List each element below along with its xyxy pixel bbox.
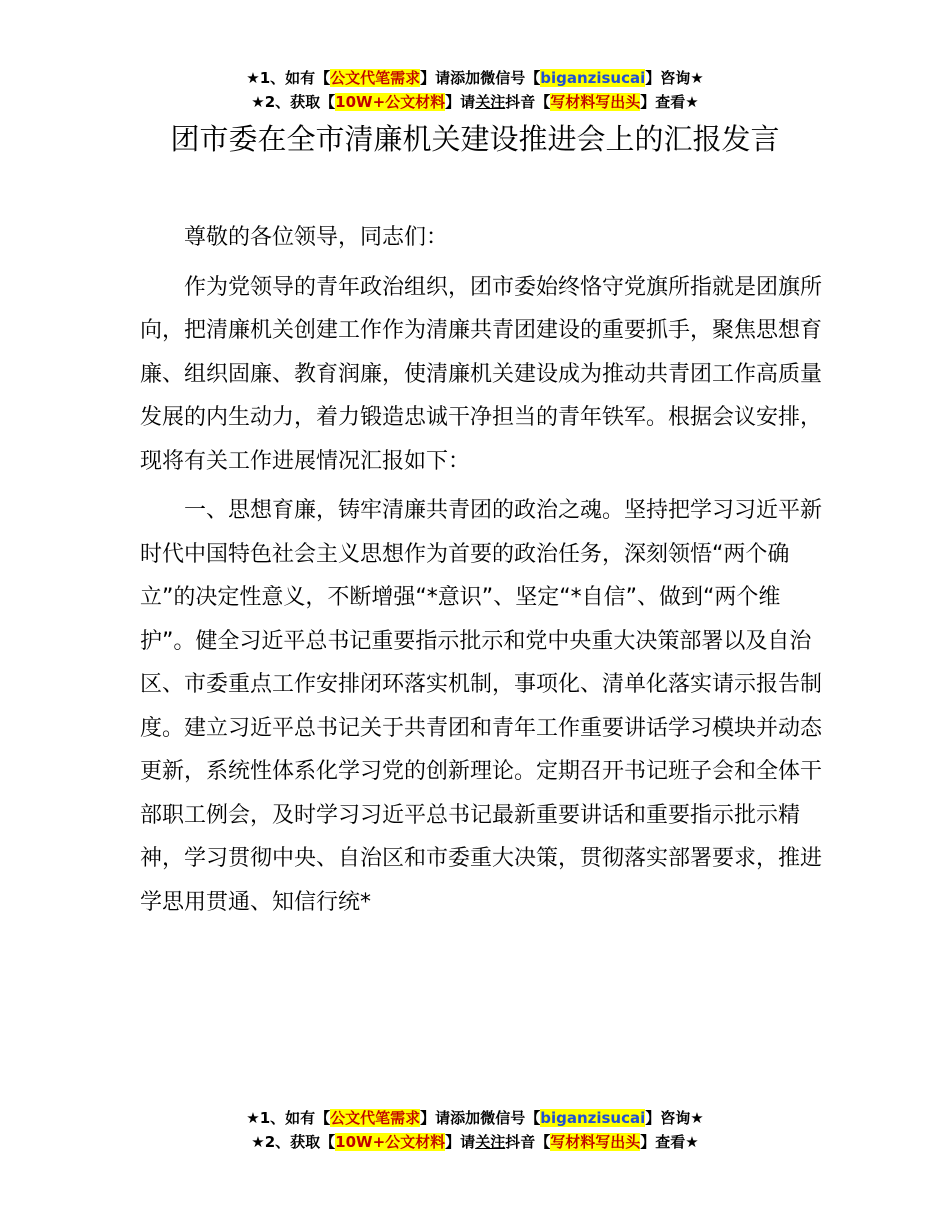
star-icon: ★ (246, 69, 260, 87)
highlight-douyin: 写材料写出头 (550, 1133, 641, 1151)
star-icon: ★ (246, 1109, 260, 1127)
highlight-service: 公文代笔需求 (330, 69, 421, 87)
promo-line-1: ★1、如有【公文代笔需求】请添加微信号【biganzisucai】咨询★ (246, 69, 704, 87)
document-body (140, 216, 830, 924)
promo-banner-bottom (0, 1106, 950, 1154)
highlight-wechat-id: biganzisucai (540, 1109, 646, 1127)
star-icon: ★ (251, 1133, 265, 1151)
star-icon: ★ (251, 93, 265, 111)
star-icon: ★ (685, 93, 699, 111)
promo-line-2: ★2、获取【10W+公文材料】请关注抖音【写材料写出头】查看★ (251, 93, 699, 111)
highlight-materials: 10W+公文材料 (335, 93, 446, 111)
promo-line-2: ★2、获取【10W+公文材料】请关注抖音【写材料写出头】查看★ (251, 1133, 699, 1151)
paragraph: 一、思想育廉，铸牢清廉共青团的政治之魂。坚持把学习习近平新时代中国特色社会主义思想作为首要的政治任务，深刻领悟“两个确立”的决定性意义，不断增强“*意识”、坚定“*自信”、做到“两个维护”。健全习近平总书记重要指示批示和党中央重大决策部署以及自治区、市委重点工作安排闭环落实机制，事项化、清单化落实请示报告制度。建立习近平总书记关于共青团和青年工作重要讲话学习模块并动态更新，系统性体系化学习党的创新理论。定期召开书记班子会和全体干部职工例会，及时学习习近平总书记最新重要讲话和重要指示批示精神，学习贯彻中央、自治区和市委重大决策，贯彻落实部署要求，推进学思用贯通、知信行统* (140, 498, 823, 915)
promo-banner-top (0, 66, 950, 114)
highlight-douyin: 写材料写出头 (550, 93, 641, 111)
promo-line-1: ★1、如有【公文代笔需求】请添加微信号【biganzisucai】咨询★ (246, 1109, 704, 1127)
star-icon: ★ (690, 1109, 704, 1127)
highlight-wechat-id: biganzisucai (540, 69, 646, 87)
paragraph: 作为党领导的青年政治组织，团市委始终恪守党旗所指就是团旗所向，把清廉机关创建工作作为清廉共青团建设的重要抓手，聚焦思想育廉、组织固廉、教育润廉，使清廉机关建设成为推动共青团工作高质量发展的内生动力，着力锻造忠诚干净担当的青年铁军。根据会议安排，现将有关工作进展情况汇报如下： (140, 274, 823, 474)
star-icon: ★ (690, 69, 704, 87)
highlight-service: 公文代笔需求 (330, 1109, 421, 1127)
star-icon: ★ (685, 1133, 699, 1151)
document-title: 团市委在全市清廉机关建设推进会上的汇报发言 (170, 122, 780, 156)
highlight-materials: 10W+公文材料 (335, 1133, 446, 1151)
salutation: 尊敬的各位领导，同志们： (184, 225, 449, 250)
